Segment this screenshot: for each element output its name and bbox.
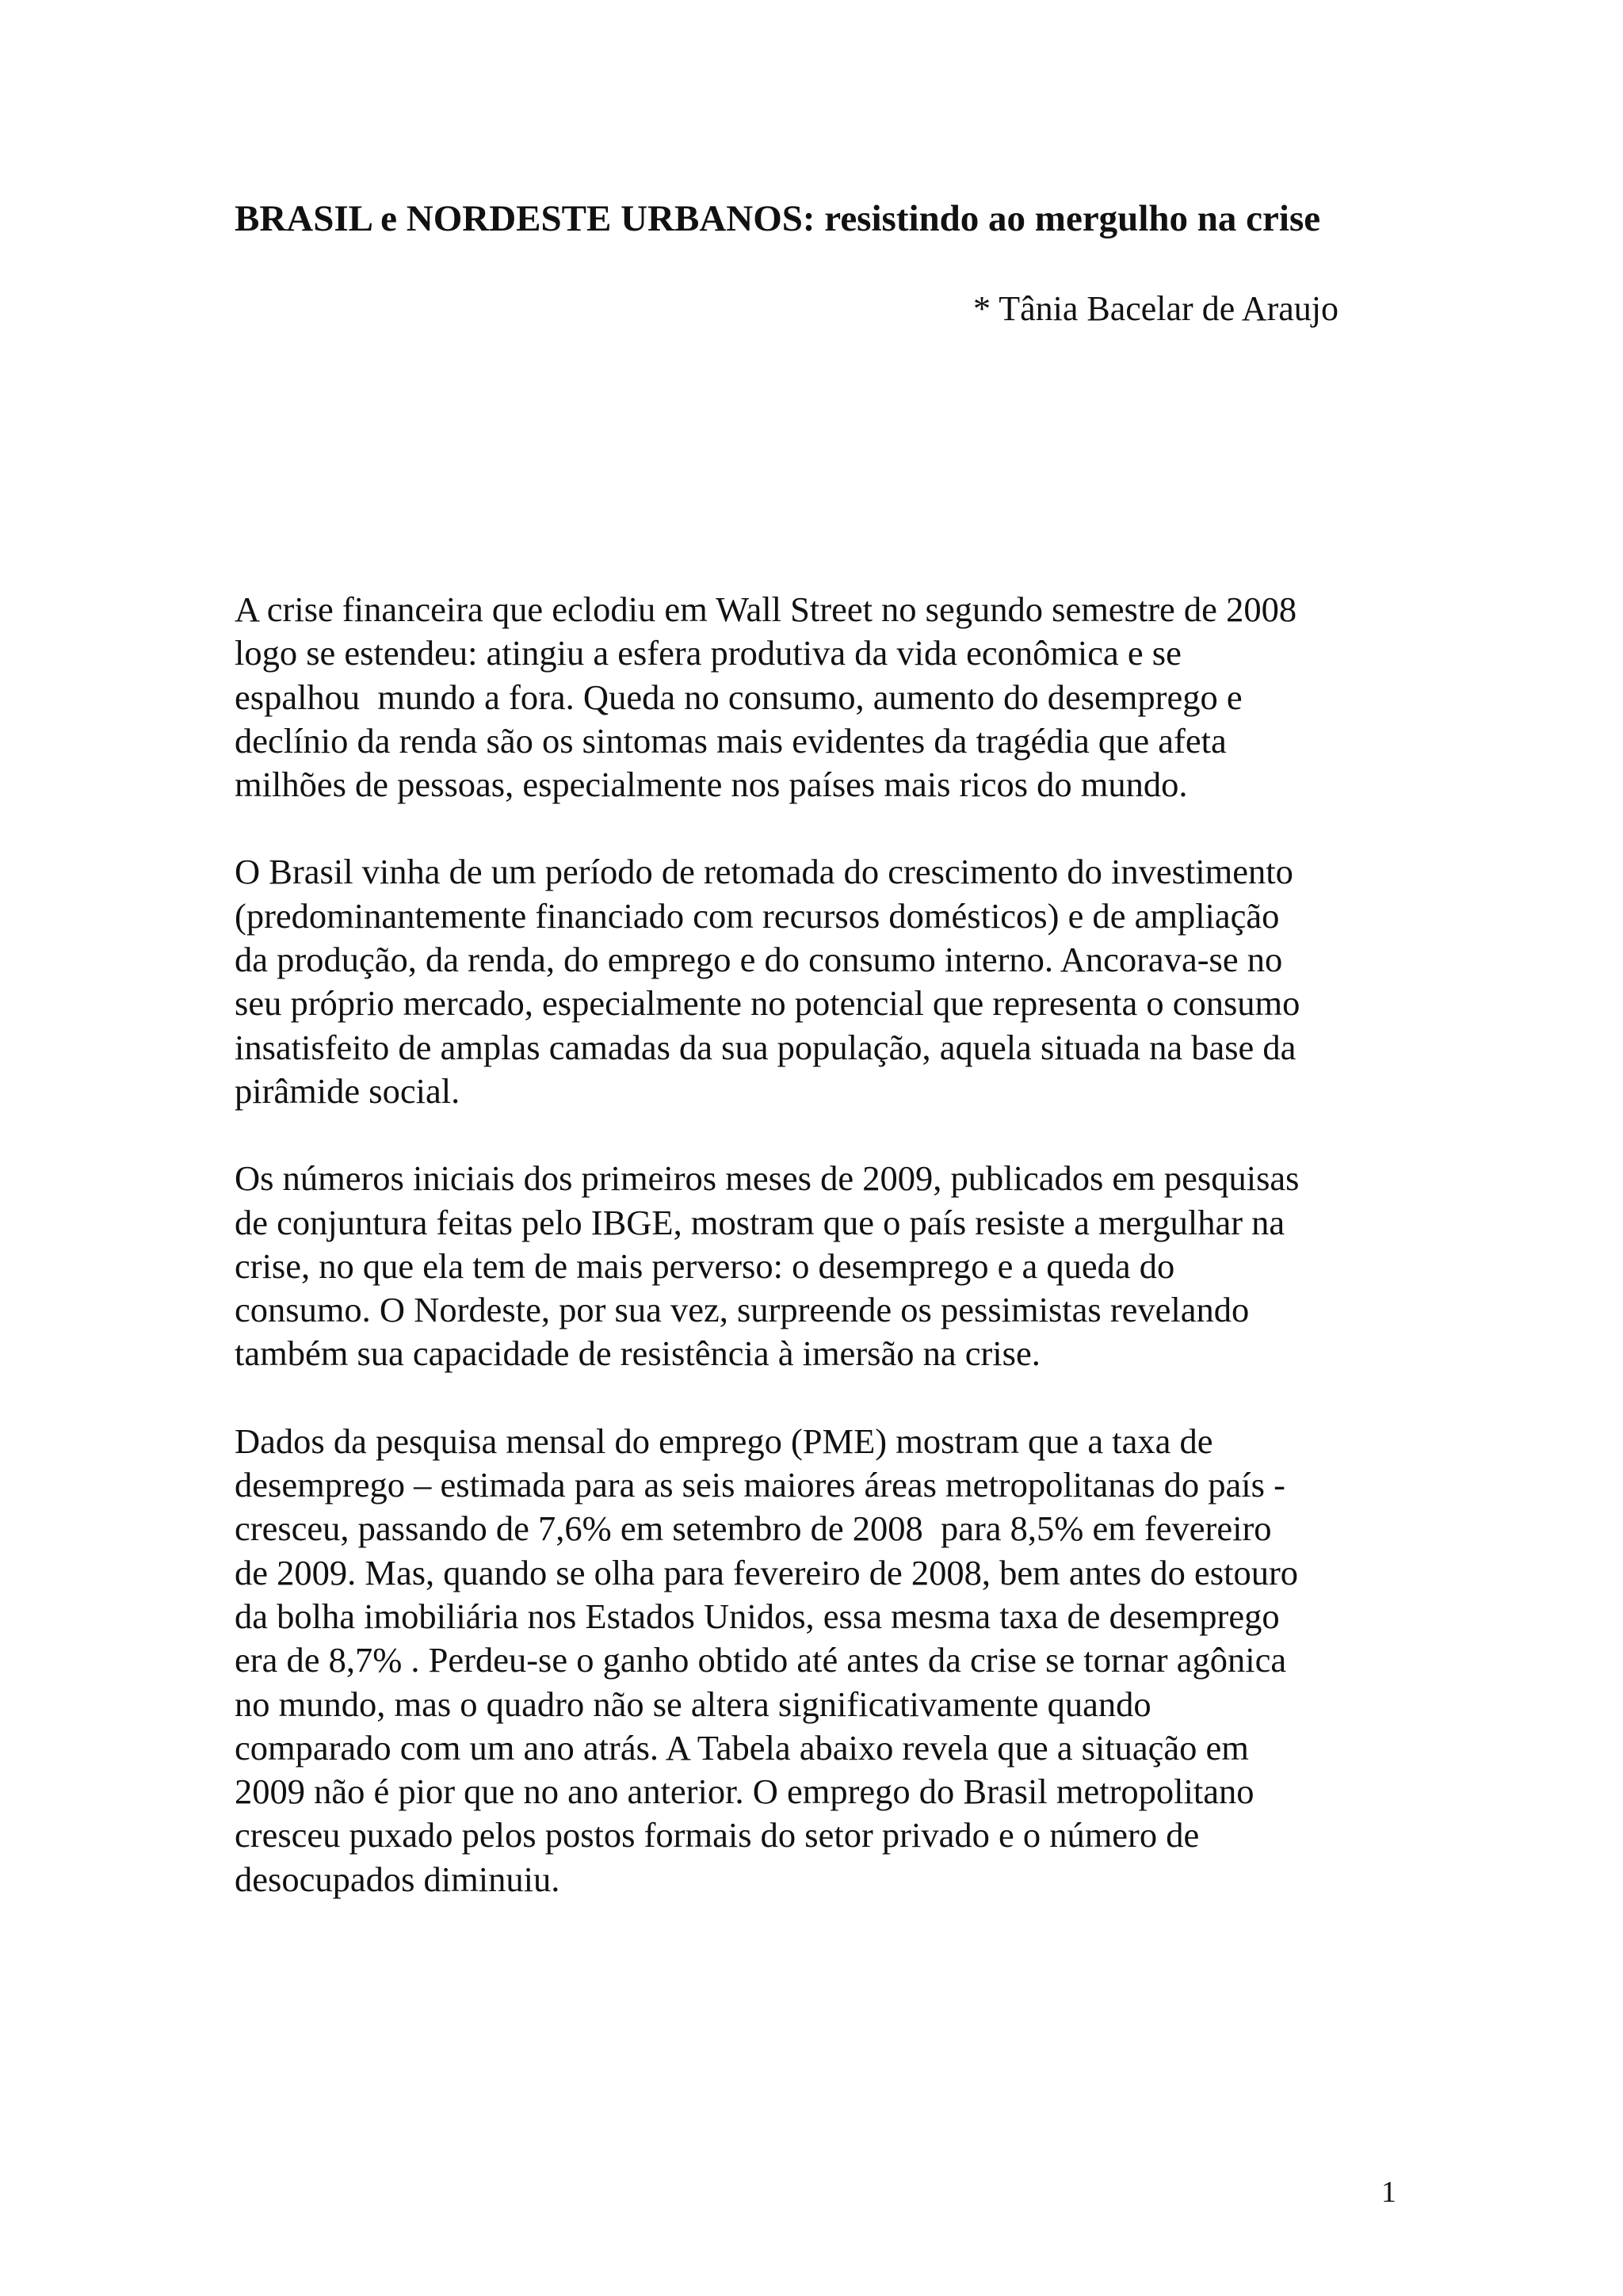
text-line: da bolha imobiliária nos Estados Unidos, essa mesma taxa de desemprego bbox=[235, 1596, 1280, 1636]
paragraph-4 bbox=[235, 1420, 1400, 1901]
text-line: comparado com um ano atrás. A Tabela abaixo revela que a situação em bbox=[235, 1727, 1249, 1768]
page-number: 1 bbox=[1381, 2176, 1396, 2209]
text-line: Os números iniciais dos primeiros meses de 2009, publicados em pesquisas bbox=[235, 1158, 1300, 1199]
text-line: declínio da renda são os sintomas mais evidentes da tragédia que afeta bbox=[235, 720, 1227, 761]
paragraph-3 bbox=[235, 1157, 1400, 1375]
text-line: logo se estendeu: atingiu a esfera produtiva da vida econômica e se bbox=[235, 633, 1182, 673]
text-line: da produção, da renda, do emprego e do consumo interno. Ancorava-se no bbox=[235, 940, 1283, 980]
document-title: BRASIL e NORDESTE URBANOS: resistindo ao mergulho na crise bbox=[235, 198, 1321, 239]
text-line: insatisfeito de amplas camadas da sua população, aquela situada na base da bbox=[235, 1027, 1296, 1067]
text-line: também sua capacidade de resistência à imersão na crise. bbox=[235, 1333, 1041, 1374]
text-line: desemprego – estimada para as seis maiores áreas metropolitanas do país - bbox=[235, 1465, 1285, 1505]
document-body bbox=[235, 588, 1400, 1945]
paragraph-1 bbox=[235, 588, 1400, 807]
paragraph-2 bbox=[235, 850, 1400, 1113]
text-line: crise, no que ela tem de mais perverso: o desemprego e a queda do bbox=[235, 1245, 1175, 1286]
text-line: 2009 não é pior que no ano anterior. O emprego do Brasil metropolitano bbox=[235, 1772, 1254, 1812]
text-line: de 2009. Mas, quando se olha para fevereiro de 2008, bem antes do estouro bbox=[235, 1552, 1299, 1592]
text-line: espalhou mundo a fora. Queda no consumo, aumento do desemprego e bbox=[235, 677, 1243, 717]
text-line: era de 8,7% . Perdeu-se o ganho obtido até antes da crise se tornar agônica bbox=[235, 1640, 1287, 1680]
text-line: pirâmide social. bbox=[235, 1070, 460, 1111]
text-line: consumo. O Nordeste, por sua vez, surpreende os pessimistas revelando bbox=[235, 1290, 1250, 1330]
text-line: A crise financeira que eclodiu em Wall Street no segundo semestre de 2008 bbox=[235, 589, 1297, 629]
text-line: desocupados diminuiu. bbox=[235, 1859, 560, 1899]
text-line: milhões de pessoas, especialmente nos países mais ricos do mundo. bbox=[235, 765, 1188, 805]
text-line: seu próprio mercado, especialmente no potencial que representa o consumo bbox=[235, 983, 1300, 1024]
text-line: cresceu, passando de 7,6% em setembro de 2008 para 8,5% em fevereiro bbox=[235, 1508, 1272, 1549]
text-line: O Brasil vinha de um período de retomada do crescimento do investimento bbox=[235, 852, 1293, 892]
text-line: cresceu puxado pelos postos formais do setor privado e o número de bbox=[235, 1815, 1200, 1855]
text-line: de conjuntura feitas pelo IBGE, mostram que o país resiste a mergulhar na bbox=[235, 1202, 1285, 1242]
text-line: no mundo, mas o quadro não se altera significativamente quando bbox=[235, 1684, 1151, 1724]
text-line: Dados da pesquisa mensal do emprego (PME) mostram que a taxa de bbox=[235, 1421, 1213, 1461]
author-line: * Tânia Bacelar de Araujo bbox=[973, 289, 1338, 328]
text-line: (predominantemente financiado com recursos domésticos) e de ampliação bbox=[235, 895, 1280, 936]
